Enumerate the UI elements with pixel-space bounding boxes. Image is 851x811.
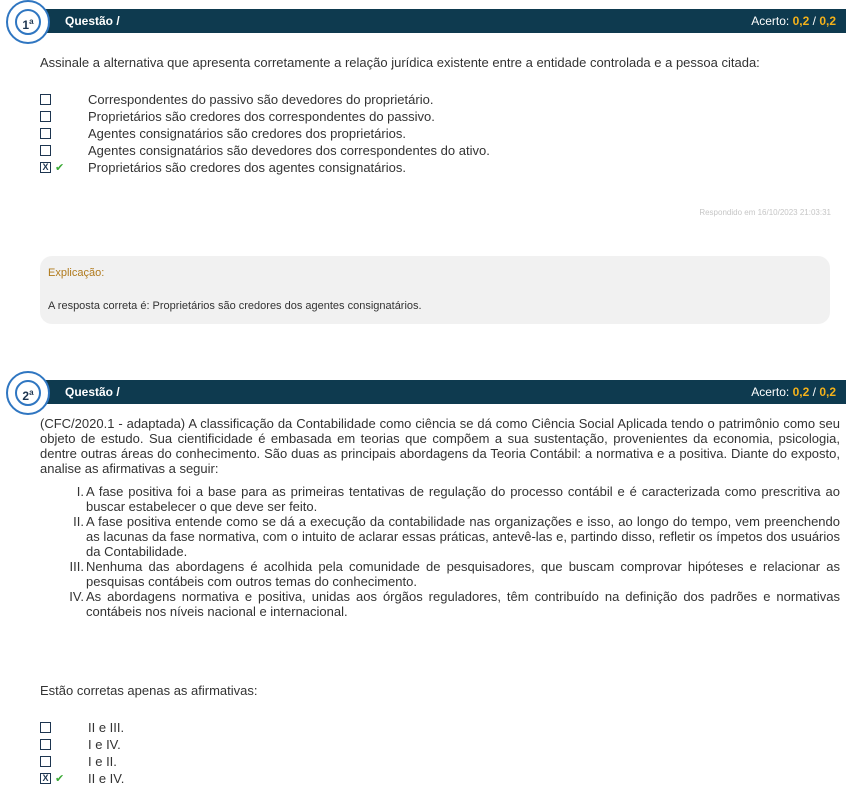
option-text: II e III. — [88, 720, 125, 735]
question-statement: (CFC/2020.1 - adaptada) A classificação da Contabilidade como ciência se dá como Ciência Social Aplicada tendo o patrimônio como seu objeto de estudo. Sua cientificidade é embasada em teorias que compõem a sua sustentação, provenientes da economia, psicologia, dentre outras áreas do conhecimento. São duas as principais abordagens da Teoria Contábil: a normativa e a positiva. Diante do exposto, analise as afirmativas a seguir: — [40, 416, 840, 476]
option-checkbox[interactable] — [40, 739, 51, 750]
explanation-title: Explicação: — [48, 267, 105, 279]
question-number-badge — [6, 371, 50, 415]
score-value: 0,2 — [792, 385, 810, 399]
score-separator: / — [812, 14, 816, 28]
question-statement: Assinale a alternativa que apresenta corretamente a relação jurídica existente entre a entidade controlada e a pessoa citada: — [40, 55, 760, 70]
statement-item: II. A fase positiva entende como se dá a execução da contabilidade nas organizações e isso, ao longo do tempo, vem preenchendo as lacunas da fase normativa, com o intuito de aclarar essas práticas, antevê-las e, partindo disso, refletir os ímpetos dos usuários da Contabilidade. — [73, 514, 840, 559]
question-label: Questão / — [65, 14, 120, 28]
score — [751, 14, 836, 28]
correct-check-icon: ✔ — [55, 162, 65, 174]
acerto-label: Acerto: — [751, 385, 790, 399]
option-checkbox[interactable] — [40, 722, 51, 733]
statement-item: III. Nenhuma das abordagens é acolhida pela comunidade de pesquisadores, que buscam comprovar hipóteses e relacionar as pesquisas contábeis com outros temas do conhecimento. — [69, 559, 840, 589]
question-number: 1$^a$ — [15, 9, 41, 35]
question-prompt: Estão corretas apenas as afirmativas: — [40, 683, 258, 698]
score-max: 0,2 — [819, 14, 836, 28]
option-checkbox-checked[interactable]: X — [40, 162, 51, 173]
score-max: 0,2 — [819, 385, 836, 399]
option-text: II e IV. — [88, 771, 125, 786]
statement-item: IV. As abordagens normativa e positiva, unidas aos órgãos reguladores, têm contribuído na definição dos padrões e normativas contábeis nos níveis nacional e internacional. — [69, 589, 840, 619]
option-text: Agentes consignatários são credores dos proprietários. — [88, 126, 406, 141]
question-label: Questão / — [65, 385, 120, 399]
question-header — [30, 9, 846, 33]
option-text: Correspondentes do passivo são devedores do proprietário. — [88, 92, 434, 107]
option-text: Proprietários são credores dos agentes consignatários. — [88, 160, 406, 175]
question-number: 2$^a$ — [15, 380, 41, 406]
acerto-label: Acerto: — [751, 14, 790, 28]
answered-timestamp: Respondido em 16/10/2023 21:03:31 — [699, 208, 831, 217]
option-checkbox[interactable] — [40, 111, 51, 122]
option-text: I e II. — [88, 754, 117, 769]
score-value: 0,2 — [792, 14, 810, 28]
question-header — [30, 380, 846, 404]
option-checkbox[interactable] — [40, 756, 51, 767]
explanation-box — [40, 256, 830, 324]
option-checkbox[interactable] — [40, 128, 51, 139]
explanation-text: A resposta correta é: Proprietários são credores dos agentes consignatários. — [48, 300, 422, 312]
option-text: Agentes consignatários são devedores dos correspondentes do ativo. — [88, 143, 490, 158]
statement-list — [60, 484, 840, 619]
option-checkbox[interactable] — [40, 94, 51, 105]
option-text: I e IV. — [88, 737, 121, 752]
question-number-badge — [6, 0, 50, 44]
score — [751, 385, 836, 399]
score-separator: / — [812, 385, 816, 399]
option-text: Proprietários são credores dos correspondentes do passivo. — [88, 109, 435, 124]
option-checkbox-checked[interactable]: X — [40, 773, 51, 784]
option-checkbox[interactable] — [40, 145, 51, 156]
correct-check-icon: ✔ — [55, 773, 65, 785]
statement-item: I. A fase positiva foi a base para as primeiras tentativas de regulação do processo contábil e é caracterizada como prescritiva ao buscar estabelecer o que deve ser feito. — [76, 484, 840, 514]
